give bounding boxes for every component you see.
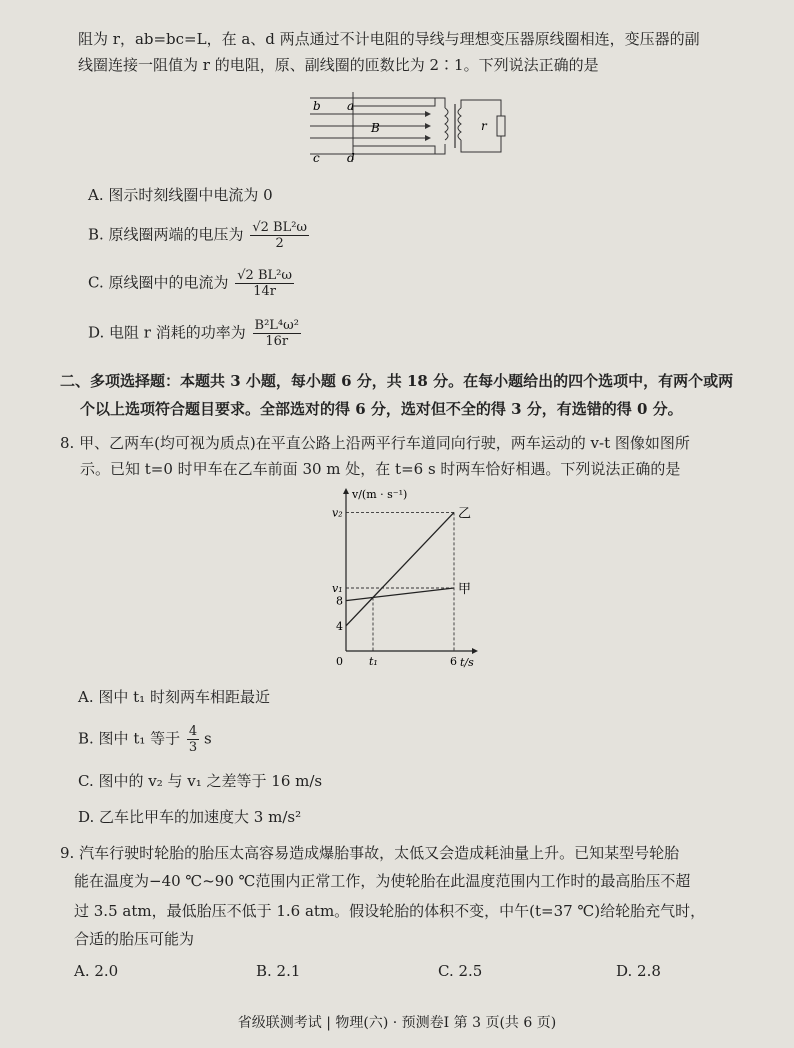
- q9-option-a: A. 2.0: [74, 962, 119, 980]
- q9-line1: 9. 汽车行驶时轮胎的胎压太高容易造成爆胎事故，太低又会造成耗油量上升。已知某型号轮胎: [60, 844, 680, 862]
- y-tick-label: 4: [336, 619, 343, 633]
- series-line-jia: [346, 588, 454, 601]
- q9-option-b: B. 2.1: [256, 962, 301, 980]
- q8-b-den: 3: [188, 740, 198, 755]
- q7-option-a: A. 图示时刻线圈中电流为 0: [88, 186, 273, 204]
- x-tick-label: 0: [336, 655, 343, 668]
- q8-stem-line2: 示。已知 t=0 时甲车在乙车前面 30 m 处，在 t=6 s 时两车恰好相遇。下列说法正确的是: [80, 460, 681, 478]
- x-axis-label: t/s: [460, 656, 474, 669]
- section2-line2: 个以上选项符合题目要求。全部选对的得 6 分，选对但不全的得 3 分，有选错的得 0 分。: [80, 400, 683, 418]
- q7-option-b-prefix: B. 原线圈两端的电压为: [88, 225, 244, 244]
- fig-label-c: c: [313, 151, 320, 165]
- series-line-yi: [346, 512, 454, 625]
- series-label-yi: 乙: [458, 506, 472, 522]
- q8-option-b-frac: [187, 724, 199, 755]
- q7-option-b: [88, 220, 309, 251]
- y-tick-label: 8: [336, 594, 343, 608]
- q7-b-den: 2: [275, 236, 284, 251]
- q7-option-c-frac: [235, 268, 294, 299]
- y-tick-label: v₂: [332, 506, 343, 520]
- fig-label-r: r: [481, 119, 487, 133]
- q8-option-d: D. 乙车比甲车的加速度大 3 m/s²: [78, 808, 302, 826]
- q9-line2: 能在温度为−40 ℃~90 ℃范围内正常工作，为使轮胎在此温度范围内工作时的最高胎压不超: [74, 872, 691, 890]
- q8-b-num: 4: [188, 724, 198, 739]
- x-axis-arrow: [472, 648, 478, 654]
- q8-option-b-suffix: s: [203, 729, 212, 748]
- page-footer: 省级联测考试 | 物理(六) · 预测卷Ⅰ 第 3 页(共 6 页): [237, 1015, 557, 1031]
- q7-option-d-prefix: D. 电阻 r 消耗的功率为: [88, 323, 246, 342]
- q7-stem-line1: 阻为 r，ab=bc=L，在 a、d 两点通过不计电阻的导线与理想变压器原线圈相连，变压器的副: [78, 30, 700, 48]
- q7-option-c: [88, 268, 294, 299]
- q9-option-c: C. 2.5: [438, 962, 483, 980]
- x-tick-label: 6: [450, 655, 457, 668]
- q7-c-num: √2 BL²ω: [237, 268, 292, 283]
- x-tick-label: t₁: [369, 655, 378, 668]
- fig-label-b: b: [313, 99, 321, 113]
- q7-option-d: [88, 318, 301, 349]
- q7-option-d-frac: [253, 318, 301, 349]
- fig-label-d: d: [347, 151, 355, 165]
- q8-option-a: A. 图中 t₁ 时刻两车相距最近: [78, 688, 270, 706]
- q8-option-b-prefix: B. 图中 t₁ 等于: [78, 729, 181, 748]
- q8-option-b: [78, 724, 212, 755]
- q9-option-d: D. 2.8: [616, 962, 661, 980]
- q7-stem-line2: 线圈连接一阻值为 r 的电阻，原、副线圈的匝数比为 2∶1。下列说法正确的是: [78, 56, 599, 74]
- q7-d-den: 16r: [265, 334, 289, 349]
- y-axis-arrow: [343, 488, 349, 494]
- q9-line3: 过 3.5 atm，最低胎压不低于 1.6 atm。假设轮胎的体积不变，中午(t=37 ℃)给轮胎充气时，: [74, 902, 706, 920]
- q7-c-den: 14r: [253, 284, 276, 299]
- q7-d-num: B²L⁴ω²: [254, 318, 299, 333]
- series-label-jia: 甲: [458, 582, 472, 597]
- y-tick-label: v₁: [332, 582, 343, 595]
- q7-b-num: √2 BL²ω: [252, 220, 308, 235]
- q7-figure: [305, 86, 515, 166]
- q8-option-c: C. 图中的 v₂ 与 v₁ 之差等于 16 m/s: [78, 772, 323, 790]
- fig-label-B: B: [371, 121, 380, 135]
- q7-option-c-prefix: C. 原线圈中的电流为: [88, 273, 229, 292]
- q9-line4: 合适的胎压可能为: [74, 930, 195, 948]
- q7-option-b-frac: [250, 220, 309, 251]
- y-axis-label: v/(m · s⁻¹): [352, 488, 408, 501]
- vt-chart: [322, 484, 482, 670]
- q8-stem-line1: 8. 甲、乙两车(均可视为质点)在平直公路上沿两平行车道同向行驶，两车运动的 v-t 图像如图所: [60, 434, 690, 452]
- section2-line1: 二、多项选择题：本题共 3 小题，每小题 6 分，共 18 分。在每小题给出的四个选项中，有两个或两: [60, 372, 734, 390]
- fig-label-a: a: [347, 99, 355, 113]
